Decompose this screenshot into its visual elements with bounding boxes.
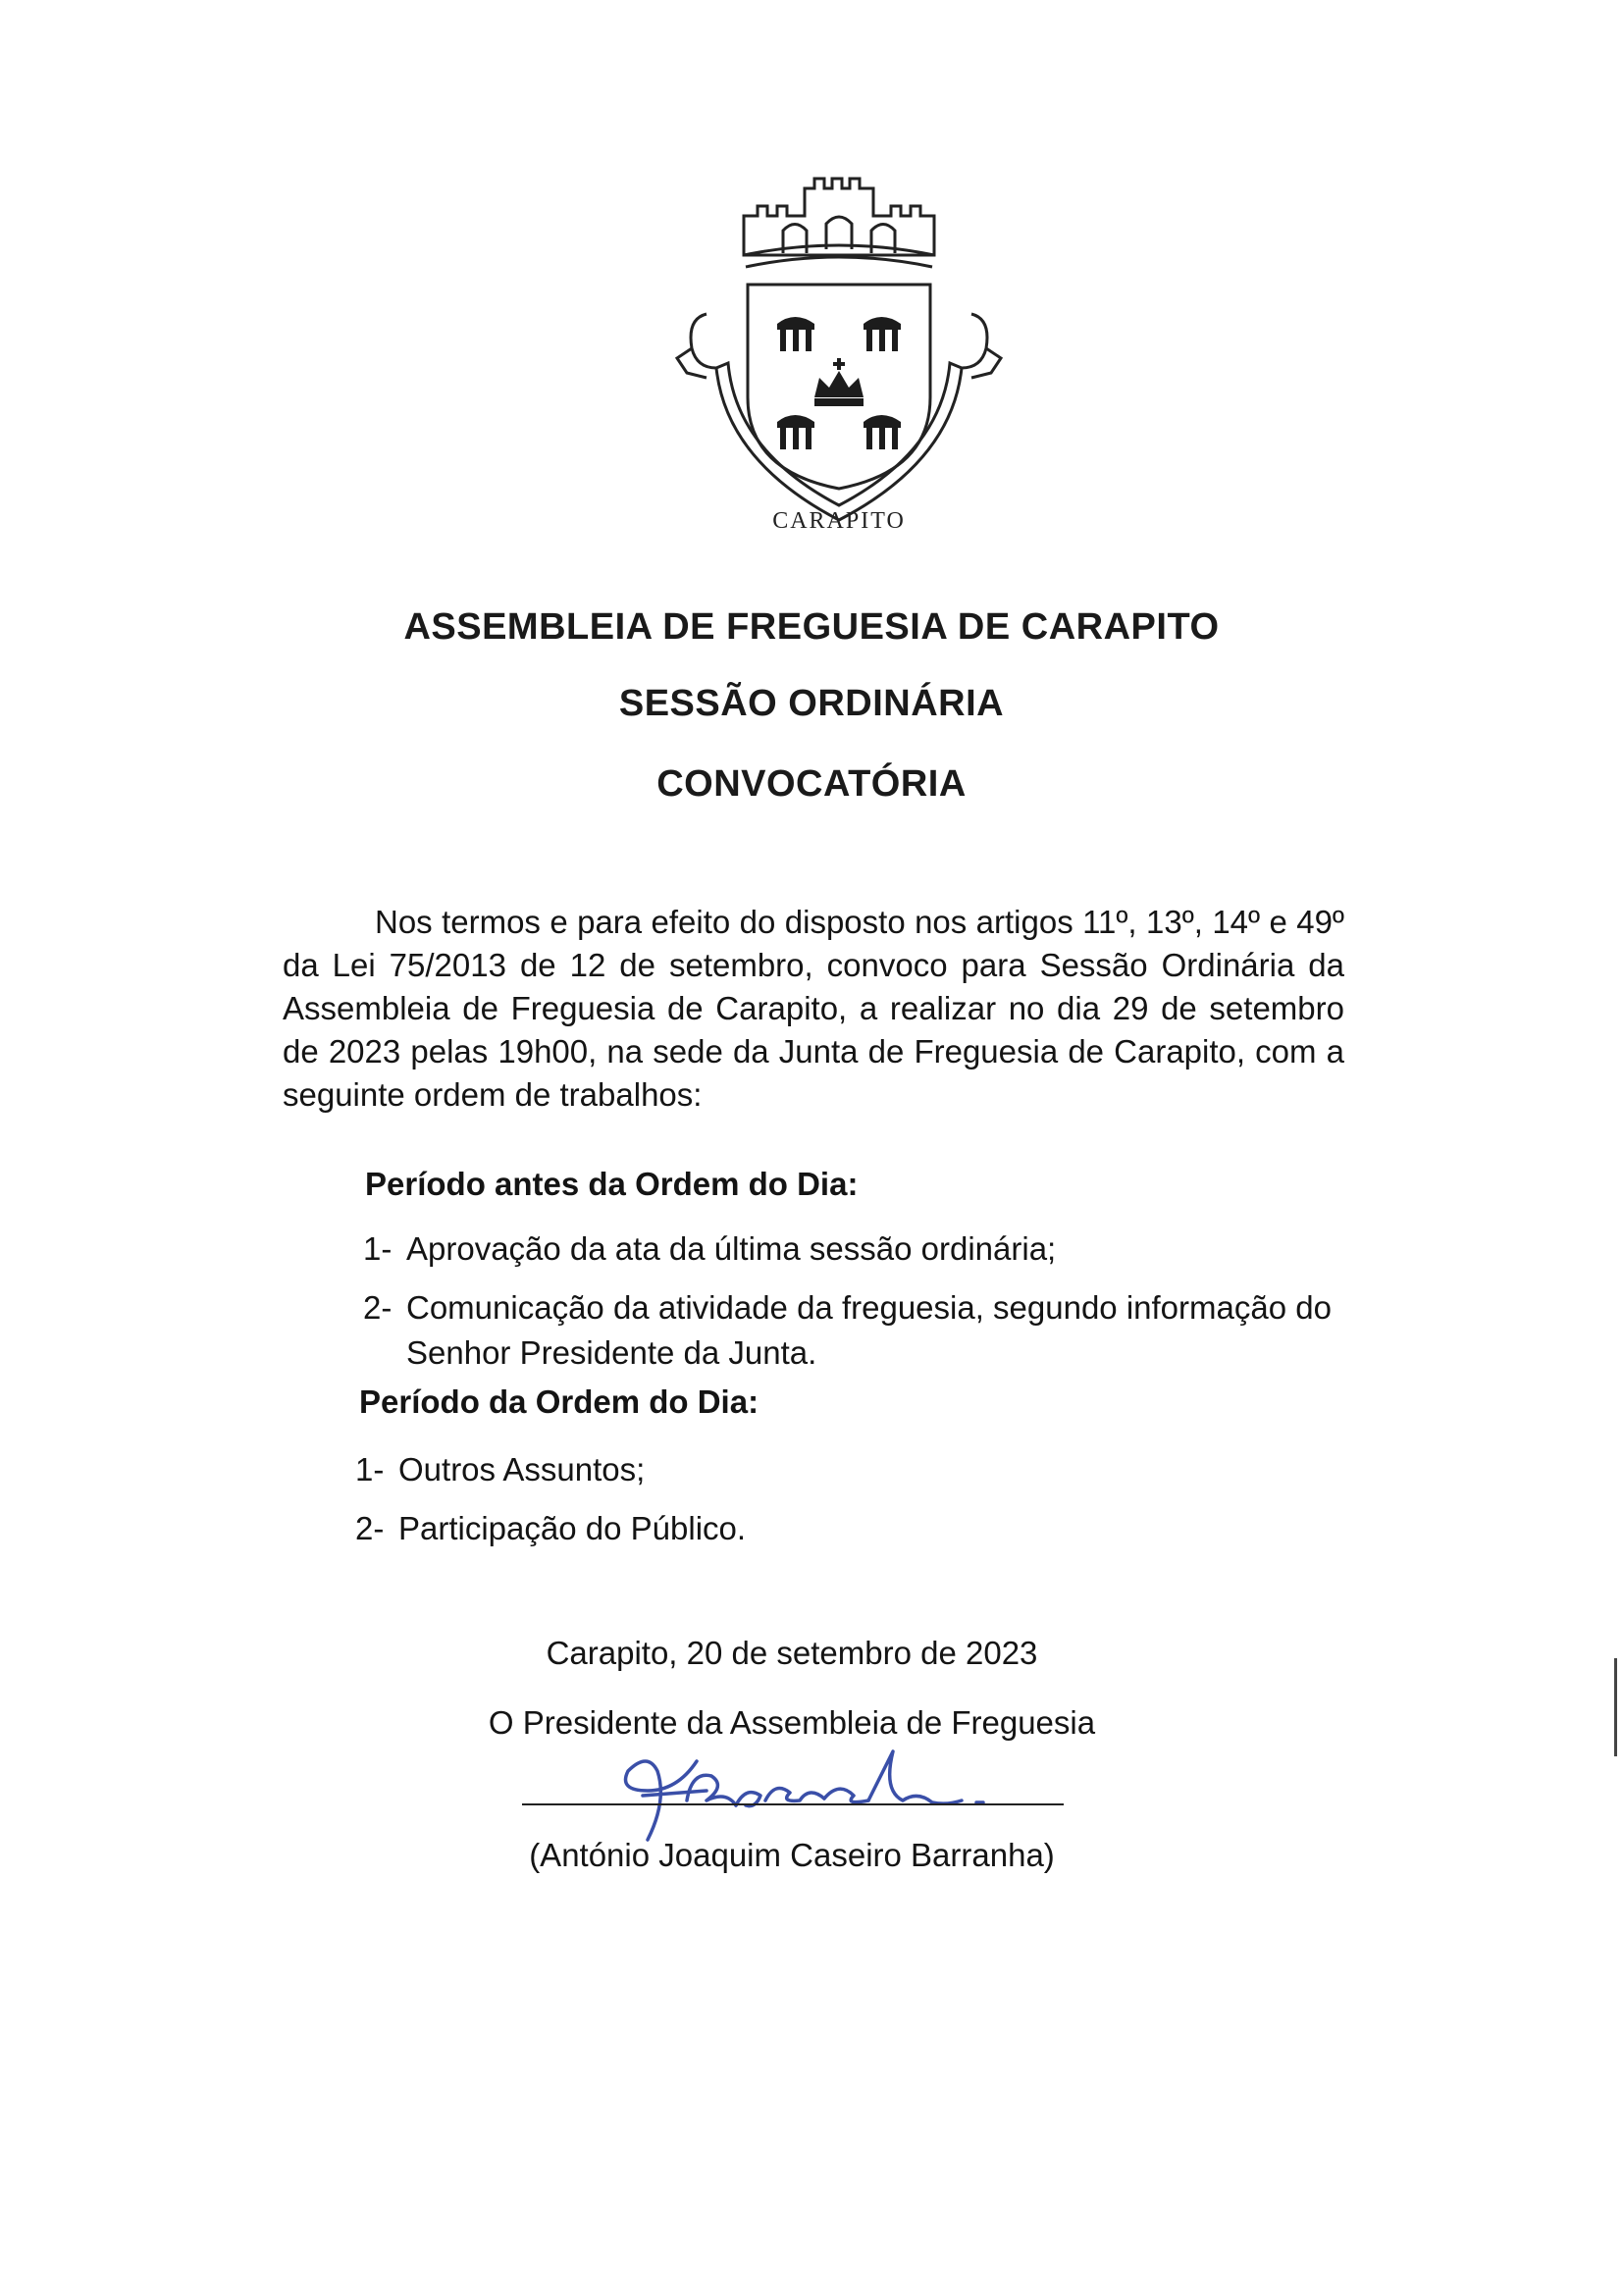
list-item-text: Comunicação da atividade da freguesia, segundo informação do Senhor Presidente da Junta.: [406, 1289, 1332, 1371]
list-item-number: 2-: [355, 1510, 385, 1546]
list-item-number: 2-: [363, 1289, 393, 1326]
session-title: SESSÃO ORDINÁRIA: [618, 683, 1005, 724]
assembly-title: ASSEMBLEIA DE FREGUESIA DE CARAPITO: [403, 606, 1220, 648]
section-title-order-of-day: Período da Ordem do Dia:: [359, 1383, 759, 1420]
crest-label: CARAPITO: [772, 508, 906, 534]
list-item: [363, 1226, 1344, 1272]
signatory-role: O Presidente da Assembleia de Freguesia: [488, 1704, 1096, 1741]
list-item: [363, 1285, 1344, 1376]
paragraph-text: Nos termos e para efeito do disposto nos artigos 11º, 13º, 14º e 49º da Lei 75/2013 de 12 de setembro, convoco para Sessão Ordinária da Assembleia de Freguesia de Carapito, a realizar no dia 29 de setembro de 2023 pelas 19h00, na sede da Junta de Freguesia de Carapito, com a seguinte ordem de trabalhos:: [283, 904, 1344, 1113]
list-item-text: Aprovação da ata da última sessão ordinária;: [406, 1230, 1057, 1267]
list-item-number: 1-: [355, 1451, 385, 1487]
scan-edge-mark: [1614, 1658, 1617, 1756]
list-item-text: Outros Assuntos;: [398, 1451, 646, 1487]
signatory-name: (António Joaquim Caseiro Barranha): [529, 1837, 1055, 1873]
coat-of-arms-crest: [667, 177, 1011, 545]
convocation-paragraph: [283, 901, 1344, 1117]
agenda-list-before-order: [363, 1226, 1344, 1376]
list-item-number: 1-: [363, 1230, 393, 1267]
list-item: [355, 1506, 1238, 1551]
agenda-list-order-of-day: [355, 1447, 1238, 1551]
list-item: [355, 1447, 1238, 1492]
place-and-date: Carapito, 20 de setembro de 2023: [546, 1635, 1038, 1671]
section-title-before-order: Período antes da Ordem do Dia:: [365, 1166, 859, 1202]
handwritten-signature: [589, 1732, 1001, 1850]
signature-line: [522, 1803, 1064, 1805]
document-type-title: CONVOCATÓRIA: [656, 763, 967, 805]
list-item-text: Participação do Público.: [398, 1510, 747, 1546]
